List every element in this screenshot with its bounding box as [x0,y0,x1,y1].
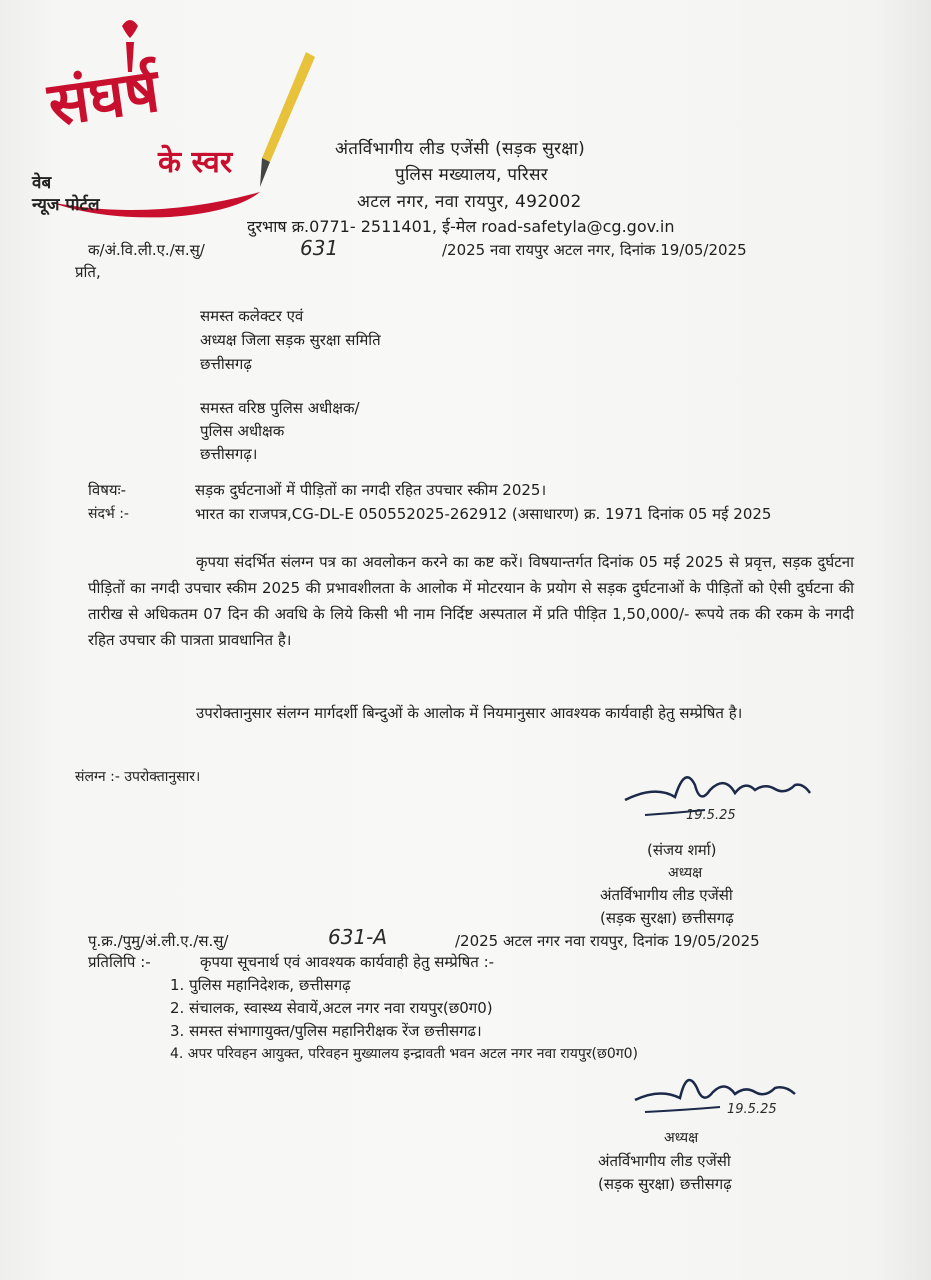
logo-subtitle: के स्वर [158,145,233,180]
copy-item-3: 3. समस्त संभागायुक्त/पुलिस महानिरीक्षक रेंज छत्तीसगढ। [170,1022,482,1040]
addressee1-line1: समस्त कलेक्टर एवं [200,307,304,325]
signature-2-designation3: (सड़क सुरक्षा) छत्तीसगढ़ [598,1175,732,1193]
signature-1-name: (संजय शर्मा) [647,841,717,859]
addressee2-line2: पुलिस अधीक्षक [200,422,285,440]
body-paragraph-2 [88,700,854,726]
copy-item-4: 4. अपर परिवहन आयुक्त, परिवहन मुख्यालय इन्द्रावती भवन अटल नगर नवा रायपुर(छ0ग0) [170,1046,638,1062]
signature-2-date: 19.5.25 [727,1102,777,1117]
copy-item-2: 2. संचालक, स्वास्थ्य सेवायें,अटल नगर नवा रायपुर(छ0ग0) [170,999,493,1017]
addressee1-line2: अध्यक्ष जिला सड़क सुरक्षा समिति [200,331,381,349]
reference-label: संदर्भ :- [88,506,129,522]
ref-suffix: /2025 नवा रायपुर अटल नगर, दिनांक 19/05/2025 [442,241,747,259]
endorsement-prefix: पृ.क्र./पुमु/अं.ली.ए./स.सु/ [88,932,229,950]
signature-1-designation3: (सड़क सुरक्षा) छत्तीसगढ़ [600,909,734,927]
enclosure: संलग्न :- उपरोक्तानुसार। [75,769,201,785]
body-paragraph-2-text: उपरोक्तानुसार संलग्न मार्गदर्शी बिन्दुओं के आलोक में नियमानुसार आवश्यक कार्यवाही हेतु सम्प्रेषित है। [196,704,743,722]
signature-1-date: 19.5.25 [686,808,736,823]
ref-number-handwritten: 631 [300,236,339,260]
body-paragraph-1-text: कृपया संदर्भित संलग्न पत्र का अवलोकन करने का कष्ट करें। विषयान्तर्गत दिनांक 05 मई 2025 से प्रवृत्त, सड़क दुर्घटना पीड़ितों का नगदी उपचार स्कीम 2025 की प्रभावशीलता के आलोक में मोटरयान के प्रयोग से सड़क दुर्घटनाओं के पीड़ितों को ऐसी दुर्घटना की तारीख से अधिकतम 07 दिन की अवधि के लिये किसी भी नाम निर्दिष्ट अस्पताल में प्रति पीड़ित 1,50,000/- रूपये तक की रकम के नगदी रहित उपचार की पात्रता प्रावधानित है। [88,553,854,649]
signature-2-designation1: अध्यक्ष [664,1130,699,1146]
header-line3: अटल नगर, नवा रायपुर, 492002 [357,192,582,212]
logo [30,12,330,227]
copy-text: कृपया सूचनार्थ एवं आवश्यक कार्यवाही हेतु सम्प्रेषित :- [200,953,495,971]
logo-tag-line1: वेब [32,173,52,193]
signature-1 [615,755,835,835]
header-line4: दुरभाष क्र.0771- 2511401, ई-मेल road-safetyla@cg.gov.in [247,217,675,236]
copy-item-1: 1. पुलिस महानिदेशक, छत्तीसगढ़ [170,976,351,994]
ref-prefix: क/अं.वि.ली.ए./स.सु/ [88,241,205,259]
logo-title: संघर्ष [44,55,164,141]
addressee1-line3: छत्तीसगढ़ [200,355,252,373]
copy-label: प्रतिलिपि :- [88,953,151,971]
logo-tag-line2: न्यूज पोर्टल [32,195,100,215]
endorsement-number-handwritten: 631-A [328,925,388,949]
signature-1-designation2: अंतर्विभागीय लीड एजेंसी [600,886,733,904]
header-line2: पुलिस मख्यालय, परिसर [395,165,549,185]
signature-1-designation1: अध्यक्ष [668,865,703,881]
subject-text: सड़क दुर्घटनाओं में पीड़ितों का नगदी रहित उपचार स्कीम 2025। [195,481,547,499]
to-label: प्रति, [75,263,101,281]
endorsement-suffix: /2025 अटल नगर नवा रायपुर, दिनांक 19/05/2025 [455,932,760,950]
addressee2-line3: छत्तीसगढ़। [200,445,258,463]
reference-text: भारत का राजपत्र,CG-DL-E 050552025-262912 (असाधारण) क्र. 1971 दिनांक 05 मई 2025 [195,505,772,523]
signature-2 [625,1060,825,1130]
signature-2-designation2: अंतर्विभागीय लीड एजेंसी [598,1152,731,1170]
addressee2-line1: समस्त वरिष्ठ पुलिस अधीक्षक/ [200,399,360,417]
body-paragraph-1 [88,549,854,653]
header-line1: अंतर्विभागीय लीड एजेंसी (सड़क सुरक्षा) [335,139,586,159]
subject-label: विषयः- [88,481,127,499]
